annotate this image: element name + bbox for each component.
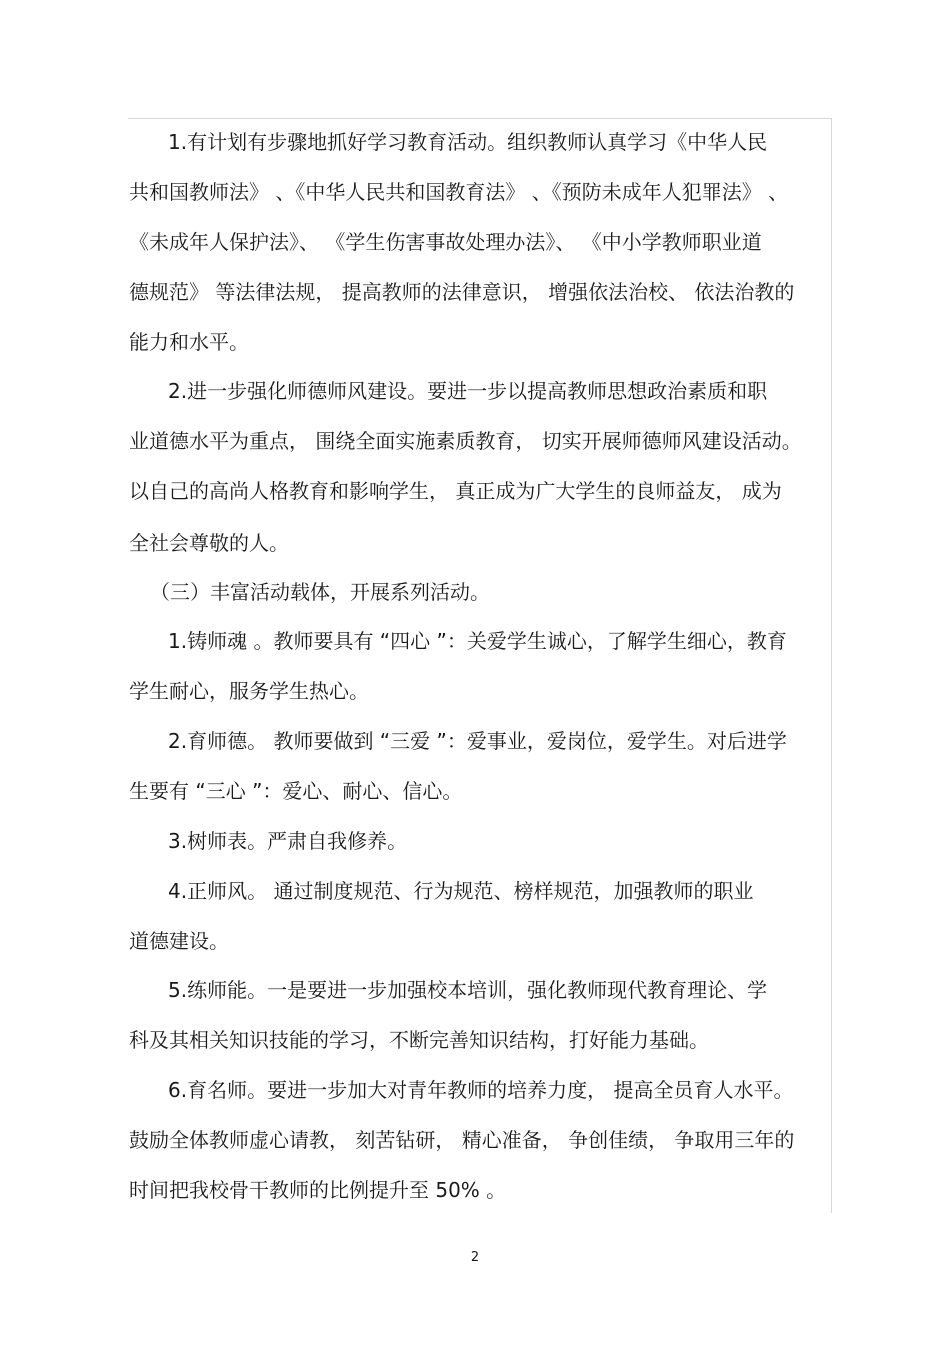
text-line: 以自己的高尚人格教育和影响学生， 真正成为广大学生的良师益友， 成为 <box>129 479 782 503</box>
page-top-rule <box>128 118 832 119</box>
text-line: 2.进一步强化师德师风建设。要进一步以提高教师思想政治素质和职 <box>168 379 768 403</box>
text-line: 鼓励全体教师虚心请教， 刻苦钻研， 精心准备， 争创佳绩， 争取用三年的 <box>129 1128 795 1152</box>
page-number: 2 <box>470 1250 480 1265</box>
text-line: 4.正师风。 通过制度规范、行为规范、榜样规范，加强教师的职业 <box>168 879 754 903</box>
text-line: 共和国教师法》 、《中华人民共和国教育法》 、《预防未成年人犯罪法》 、 <box>129 180 789 204</box>
text-line: 3.树师表。严肃自我修养。 <box>168 829 408 853</box>
text-line: 1.铸师魂 。教师要具有 “四心 ”：关爱学生诚心，了解学生细心，教育 <box>168 629 787 653</box>
text-line: 1.有计划有步骤地抓好学习教育活动。组织教师认真学习《中华人民 <box>168 130 768 154</box>
text-line: 道德建设。 <box>129 929 229 953</box>
text-line: 全社会尊敬的人。 <box>129 531 289 555</box>
text-line: 《未成年人保护法》、 《学生伤害事故处理办法》、 《中小学教师职业道 <box>129 230 762 254</box>
text-line: 2.育师德。 教师要做到 “三爱 ”：爱事业，爱岗位，爱学生。对后进学 <box>168 729 787 753</box>
text-line: 生要有 “三心 ”：爱心、耐心、信心。 <box>129 779 463 803</box>
text-line: 科及其相关知识技能的学习，不断完善知识结构，打好能力基础。 <box>129 1028 709 1052</box>
section-heading: （三）丰富活动载体，开展系列活动。 <box>150 580 490 604</box>
text-line: 业道德水平为重点， 围绕全面实施素质教育， 切实开展师德师风建设活动。 <box>129 429 802 453</box>
text-line: 时间把我校骨干教师的比例提升至 50% 。 <box>129 1178 507 1202</box>
text-line: 能力和水平。 <box>129 330 249 354</box>
page-right-rule <box>831 118 832 1213</box>
text-line: 5.练师能。一是要进一步加强校本培训，强化教师现代教育理论、学 <box>168 978 768 1002</box>
text-line: 6.育名师。要进一步加大对青年教师的培养力度， 提高全员育人水平。 <box>168 1078 794 1102</box>
text-line: 学生耐心，服务学生热心。 <box>129 679 369 703</box>
text-line: 德规范》 等法律法规， 提高教师的法律意识， 增强依法治校、 依法治教的 <box>129 280 795 304</box>
